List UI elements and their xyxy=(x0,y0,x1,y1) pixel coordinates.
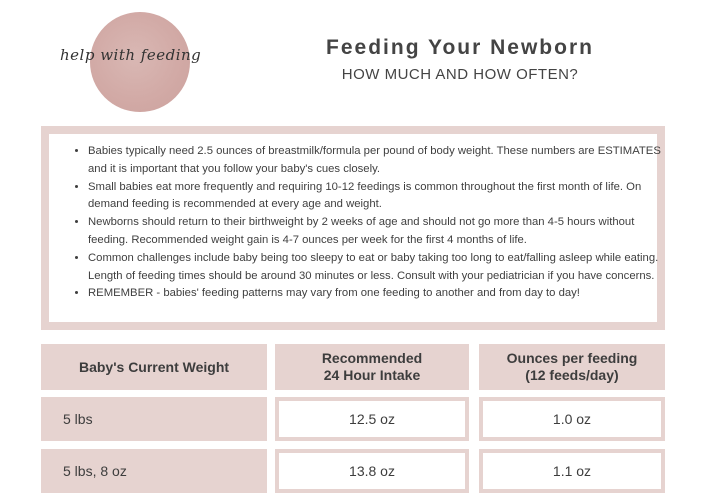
info-bullet: • REMEMBER - babies' feeding patterns may vary from one feeding to another and from day to day! xyxy=(88,285,663,303)
table-row-weight: 5 lbs xyxy=(41,397,267,441)
info-bullet: • Babies typically need 2.5 ounces of breastmilk/formula per pound of body weight. These numbers are ESTIMATES and it is important that you follow your baby's cues closely. xyxy=(88,143,663,179)
table-row-weight: 5 lbs, 8 oz xyxy=(41,449,267,493)
table-header-weight: Baby's Current Weight xyxy=(41,344,267,390)
table-cell-ounces: 1.0 oz xyxy=(479,397,665,441)
table-cell-intake: 12.5 oz xyxy=(275,397,469,441)
table-cell-intake: 13.8 oz xyxy=(275,449,469,493)
table-header-ounces-per-feeding: Ounces per feeding (12 feeds/day) xyxy=(479,344,665,390)
logo-text: help with feeding xyxy=(60,46,202,64)
table-header-24h-intake: Recommended 24 Hour Intake xyxy=(275,344,469,390)
info-bullet: • Newborns should return to their birthweight by 2 weeks of age and should not go more than 4-5 hours without feeding. Recommended weight gain is 4-7 ounces per week for the first 4 months of life. xyxy=(88,214,663,250)
table-cell-ounces: 1.1 oz xyxy=(479,449,665,493)
info-bullet-list xyxy=(72,143,663,303)
info-bullet: • Common challenges include baby being too sleepy to eat or baby taking too long to eat/falling asleep while eating. Length of feeding times should be around 30 minutes or less. Consult with your pediatrician if you have concerns. xyxy=(88,250,663,286)
info-bullet: • Small babies eat more frequently and requiring 10-12 feedings is common throughout the first month of life. On demand feeding is recommended at every age and weight. xyxy=(88,179,663,215)
page-title: Feeding Your Newborn xyxy=(326,36,594,59)
page-subtitle: HOW MUCH AND HOW OFTEN? xyxy=(341,66,579,83)
